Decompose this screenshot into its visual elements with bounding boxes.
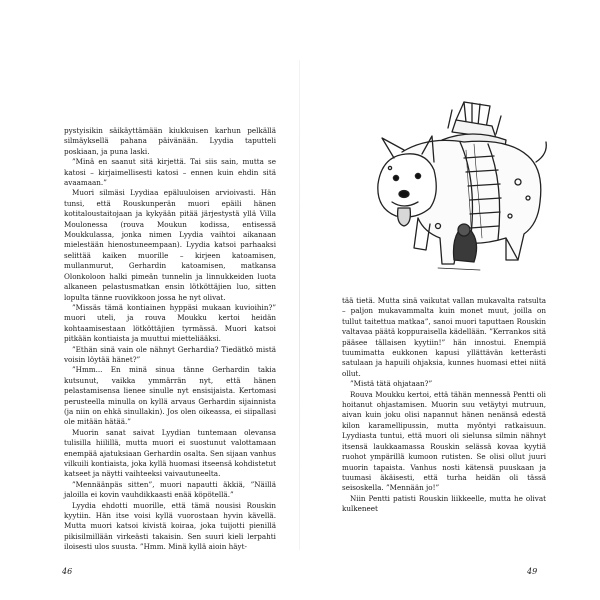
page-number-right: 49 xyxy=(527,567,538,576)
dog-illustration xyxy=(368,98,550,284)
paragraph: Muori silmäsi Lyydiaa epäluuloisen arvioivasti. Hän tunsi, että Rouskunperän muori epäili hänen kotitaloustaitojaan ja kykyään pitää järjestystä yllä Villa Moulonessa (rouva Moukun kodissa, entisessä Moukkulassa, jonka nimen Lyydia vaihtoi aikanaan mielestään hienostuneempaan). Lyydia katsoi parhaaksi selittää kaiken muorille – kirjeen katoamisen, mullanmurut, Gerhardin katoamisen, matkansa Olonkoloon halki pimeän tunnelin ja linnukkeiden luota alkaneen pelastusmatkan ensin lötköttäjien luo, sitten lopulta tänne ruovikkoon jossa he nyt olivat. xyxy=(64,188,276,302)
paragraph: ”Ethän sinä vain ole nähnyt Gerhardia? Tiedätkö mistä voisin löytää hänet?” xyxy=(64,344,276,364)
page-gutter xyxy=(299,60,300,550)
paragraph: ”Hmm... En minä sinua tänne Gerhardin takia kutsunut, vaikka ymmärrän nyt, että hänen pelastamisensa lienee sinulle nyt ensisijaista. Kertomasi perusteella minulla on kyllä arvaus Gerhardin sijainnista (ja niin on ehkä sinullakin). Jos olen oikeassa, ei siipallasi ole mitään hätää.” xyxy=(64,365,276,427)
paragraph: pystyisikin säikäyttämään kiukkuisen karhun pelkällä silmäyksellä pahana päivänään. Lyydia taputteli poskiaan, ja puna laski. xyxy=(64,126,276,156)
page-number-left: 46 xyxy=(62,567,73,576)
paragraph: tää tietä. Mutta sinä vaikutat vallan mukavalta ratsulta – paljon mukavammalta kuin monet muut, joilla on tullut taitettua matkaa”, sanoi muori taputtaen Rouskin valtavaa päätä koppuraisella kädellään. ”Kerrankos sitä pääsee tällaisen kyytiin!” hän innostui. Enempiä tuumimatta eukkonen kapusi yllättävän ketterästi satulaan ja hapuili ohjaksia, kunnes huomasi ettei niitä ollut. xyxy=(342,296,546,378)
paragraph: ”Mennäänpäs sitten”, muori napautti äkkiä, ”Näillä jaloilla ei kovin vauhdikkaasti enää köpötellä.” xyxy=(64,479,276,500)
paragraph: ”Mistä tätä ohjataan?” xyxy=(350,379,433,389)
paragraph: Lyydia ehdotti muorille, että tämä nousisi Rouskin kyytiin. Hän itse voisi kyllä vuorostaan hyvin kävellä. Mutta muori katsoi kivistä koiraa, joka tuijotti pienillä pikisilmillään virkeästi takaisin. Sen suuri kieli lerpahti iloisesti ulos suusta. ”Hmm. Minä kyllä aioin häyt- xyxy=(64,500,276,552)
paragraph: Rouva Moukku kertoi, että tähän mennessä Pentti oli hoitanut ohjastamisen. Muorin suu vetäytyi mutruun, aivan kuin joku olisi napannut hänen nenänsä edestä kilon karamellipussin, mutta myöntyi ratkaisuun. Lyydiasta tuntui, että muori oli sielunsa silmin nähnyt itsensä laukkaamassa Rouskin selässä kovaa kyytiä ruohot ympärillä kumoon rutisten. Se olisi ollut juuri muorin tapaista. Vanhus nosti kätensä puuskaan ja tuumasi äkäisesti, että turha heidän oli tässä seisoskella. ”Mennään jo!” xyxy=(342,389,546,493)
paragraph: Niin Pentti patisti Rouskin liikkeelle, mutta he olivat kulkeneet xyxy=(342,493,546,514)
paragraph: ”Missäs tämä kontiainen hyppäsi mukaan kuvioihin?” muori uteli, ja rouva Moukku kertoi heidän kohtaamisestaan lötköttäjien tyrmässä. Muori katsoi pitkään kontiaista ja muuttui mietteliääksi. xyxy=(64,302,276,344)
left-page-text xyxy=(64,126,276,553)
right-page-text xyxy=(342,296,546,515)
paragraph: Muorin sanat saivat Lyydian tuntemaan olevansa tulisilla hiilillä, mutta muori ei suostunut valottamaan enempää ajatuksiaan Gerhardin osalta. Sen sijaan vanhus vilkuili kontiaista, joka kyllä huomasi itseensä kohdistetut katseet ja näytti vaihteeksi vaivautuneelta. xyxy=(64,427,276,479)
paragraph: ”Minä en saanut sitä kirjettä. Tai siis sain, mutta se katosi – kirjaimellisesti katosi – ennen kuin ehdin sitä avaamaan.” xyxy=(64,157,276,188)
